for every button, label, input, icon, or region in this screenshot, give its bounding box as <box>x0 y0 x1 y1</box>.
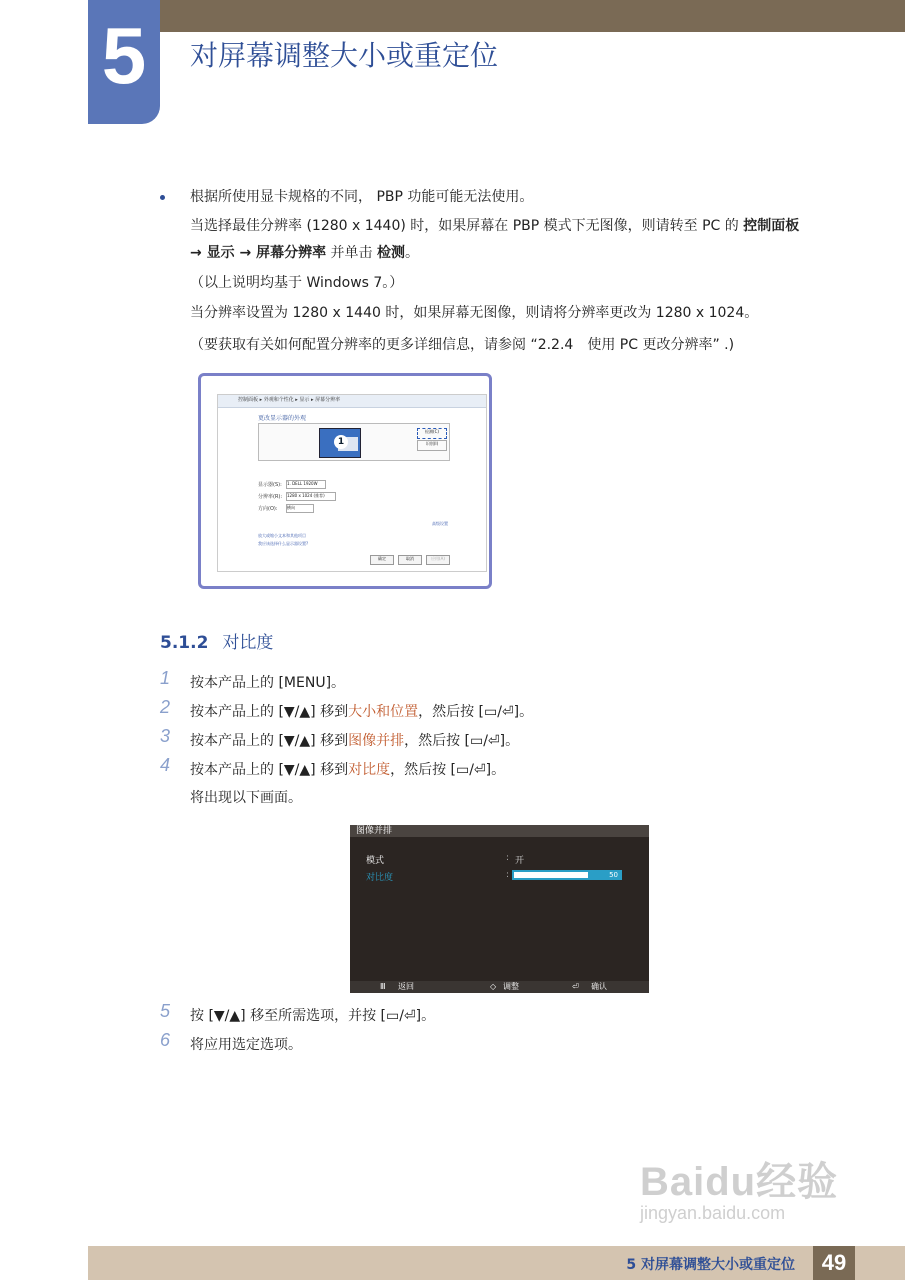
step-4 <box>190 759 505 779</box>
display-select[interactable]: 1. DELL 1920W <box>286 480 326 489</box>
detect-button[interactable]: 检测(C) <box>417 428 447 439</box>
page-number: 49 <box>813 1246 855 1280</box>
menu-key: MENU <box>283 675 326 691</box>
note-click: 并单击 <box>326 245 377 261</box>
resolution-label: 分辨率(R): <box>258 494 283 500</box>
note-line-6: （要获取有关如何配置分辨率的更多详细信息，请参阅 “2.2.4 使用 PC 更改分辨率” .) <box>190 337 735 353</box>
monitor-preview <box>258 423 450 461</box>
back-label[interactable]: 返回 <box>398 982 414 991</box>
step-4-end: ，然后按 [▭/⏎]。 <box>390 762 506 778</box>
page-footer <box>88 1246 905 1280</box>
osd-screen <box>350 825 649 993</box>
apply-button[interactable]: 应用(A) <box>426 555 450 565</box>
step-number-2: 2 <box>160 697 171 717</box>
contrast-value: 50 <box>609 871 618 879</box>
step-3-text: 按本产品上的 [▼/▲] 移到 <box>190 733 349 749</box>
advanced-link[interactable]: 高级设置 <box>432 521 448 526</box>
watermark-logo: Baidu经验 <box>640 1160 839 1204</box>
osd-colon-2: : <box>506 870 510 880</box>
watermark <box>640 1150 838 1224</box>
orientation-label: 方向(O): <box>258 506 278 512</box>
section-title: 对比度 <box>222 633 274 653</box>
contrast-bar[interactable] <box>512 870 622 880</box>
adjust-label[interactable]: 调整 <box>503 982 519 991</box>
monitor-icon <box>319 428 361 458</box>
footer-chapter: 5 对屏幕调整大小或重定位 <box>626 1257 795 1273</box>
step-1-end: ]。 <box>325 675 346 691</box>
confirm-label[interactable]: 确认 <box>591 982 607 991</box>
screenshot-frame <box>198 373 492 589</box>
step-number-1: 1 <box>160 668 171 688</box>
bullet-dot <box>160 195 165 200</box>
osd-contrast-label[interactable]: 对比度 <box>366 873 394 883</box>
note-period: 。 <box>405 245 419 261</box>
step-1 <box>190 672 345 692</box>
osd-colon-1: : <box>506 853 510 863</box>
note-display-path: → 显示 → 屏幕分辨率 <box>190 245 327 261</box>
note-line-2-text: 当选择最佳分辨率 (1280 x 1440) 时，如果屏幕在 PBP 模式下无图像，则请转至 PC 的 <box>190 218 744 234</box>
chapter-tab <box>88 0 160 124</box>
step-1-text: 按本产品上的 [ <box>190 675 284 691</box>
note-line-1: 根据所使用显卡规格的不同， PBP 功能可能无法使用。 <box>190 189 534 205</box>
note-line-4: （以上说明均基于 Windows 7。） <box>190 275 404 291</box>
note-line-3 <box>190 242 419 262</box>
step-number-4: 4 <box>160 755 171 775</box>
address-text: 控制面板 ▸ 外观和个性化 ▸ 显示 ▸ 屏幕分辨率 <box>238 397 341 403</box>
text-size-link[interactable]: 放大或缩小文本和其他项目 <box>258 533 306 538</box>
step-3 <box>190 730 519 750</box>
enter-icon: ⏎ <box>572 982 579 991</box>
step-4-followup: 将出现以下画面。 <box>190 790 302 806</box>
note-line-2 <box>190 215 799 235</box>
osd-title: 图像并排 <box>350 825 649 837</box>
osd-mode-value: 开 <box>515 856 525 866</box>
watermark-url: jingyan.baidu.com <box>640 1203 786 1223</box>
section-number: 5.1.2 <box>160 633 209 653</box>
identify-button[interactable]: 识别(I) <box>417 440 447 451</box>
chapter-number: 5 <box>101 11 147 100</box>
step-2-text: 按本产品上的 [▼/▲] 移到 <box>190 704 349 720</box>
header-bar <box>160 0 905 32</box>
section-heading <box>160 628 273 653</box>
note-detect: 检测 <box>377 245 405 261</box>
adjust-icon: ◇ <box>490 982 497 991</box>
menu-icon: Ⅲ <box>380 982 386 991</box>
step-3-highlight: 图像并排 <box>348 733 405 749</box>
step-number-5: 5 <box>160 1001 171 1021</box>
step-number-6: 6 <box>160 1030 171 1050</box>
note-line-5: 当分辨率设置为 1280 x 1440 时，如果屏幕无图像，则请将分辨率更改为 1280 x 1024。 <box>190 305 759 321</box>
ok-button[interactable]: 确定 <box>370 555 394 565</box>
step-number-3: 3 <box>160 726 171 746</box>
osd-mode-label[interactable]: 模式 <box>366 856 385 866</box>
step-2 <box>190 701 533 721</box>
orientation-select[interactable]: 横向 <box>286 504 314 513</box>
chapter-title: 对屏幕调整大小或重定位 <box>190 39 499 72</box>
resolution-select[interactable]: 1280 x 1024 (推荐) <box>286 492 336 501</box>
monitor-number: 1 <box>334 435 348 449</box>
osd-footer <box>350 981 649 993</box>
window-heading: 更改显示器的外观 <box>258 415 307 422</box>
help-link[interactable]: 我应该选择什么显示器设置? <box>258 541 309 546</box>
contrast-bar-fill <box>514 872 588 878</box>
step-2-highlight: 大小和位置 <box>348 704 419 720</box>
cancel-button[interactable]: 取消 <box>398 555 422 565</box>
step-6: 将应用选定选项。 <box>190 1037 302 1053</box>
resolution-window <box>217 394 487 572</box>
step-2-end: ，然后按 [▭/⏎]。 <box>418 704 534 720</box>
step-5: 按 [▼/▲] 移至所需选项，并按 [▭/⏎]。 <box>190 1008 436 1024</box>
note-control-panel: 控制面板 <box>743 218 800 234</box>
display-label: 显示器(S): <box>258 482 282 488</box>
step-3-end: ，然后按 [▭/⏎]。 <box>404 733 520 749</box>
step-4-text: 按本产品上的 [▼/▲] 移到 <box>190 762 349 778</box>
step-4-highlight: 对比度 <box>348 762 391 778</box>
address-bar <box>218 395 486 408</box>
